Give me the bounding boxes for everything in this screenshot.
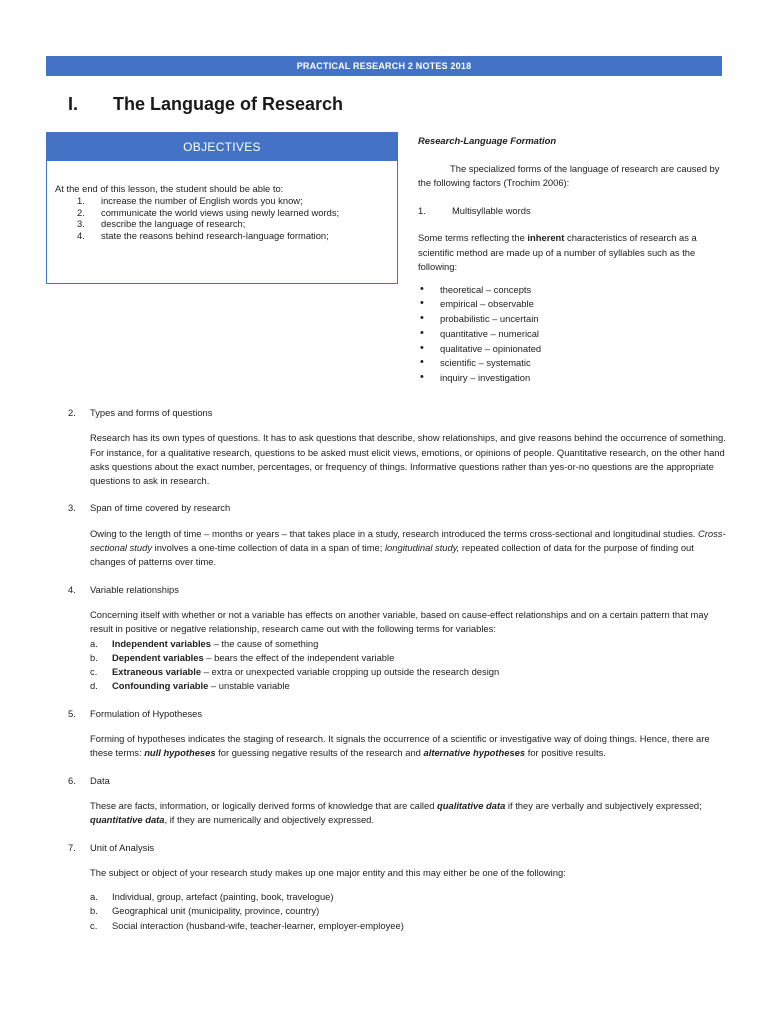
- objectives-header: OBJECTIVES: [47, 133, 397, 161]
- paragraph: Research has its own types of questions. It has to ask questions that describe, show relationships, and give reasons behind the occurrence of something. For instance, for a qualitative research, questions to be asked must elicit views, emotions, or opinions of people. Quantitative research, on the other hand asks questions about the exact number, percentages, or frequency of things. Informative questions rather than yes-or-no questions are the appropriate questions to ask in research.: [90, 432, 726, 487]
- section-title-text: The Language of Research: [113, 94, 344, 114]
- numbered-heading: 2. Types and forms of questions: [68, 407, 213, 418]
- subsection-title: Research-Language Formation: [418, 135, 557, 146]
- list-item: 1. increase the number of English words you know;: [77, 194, 303, 206]
- numbered-heading: 3. Span of time covered by research: [68, 502, 231, 514]
- paragraph: Forming of hypotheses indicates the staging of research. It signals the occurrence of a scientific or investigative way of doing things. Hence, there are these terms: null hypotheses for guessing negative results of the research and alternative hypotheses for positive results.: [90, 733, 710, 759]
- variable-list: [90, 637, 728, 694]
- list-item: 3. describe the language of research;: [77, 218, 246, 230]
- research-language-formation: [418, 134, 728, 386]
- objectives-list: [55, 195, 397, 242]
- list-item: b. Geographical unit (municipality, province, country): [90, 905, 320, 917]
- main-content: [68, 406, 728, 946]
- section-title: [68, 94, 343, 115]
- list-item: • theoretical – concepts: [418, 283, 728, 298]
- paragraph: The subject or object of your research study makes up one major entity and this may either be one of the following: a. Individual, group, artefact (painting, book, travelogue) b. Geographical unit (municipality, province, country) c. Social interaction (husband-wife, teacher-learner, employer-employee): [90, 866, 728, 933]
- section-number: I.: [68, 94, 79, 114]
- objectives-intro: At the end of this lesson, the student should be able to:: [55, 183, 284, 194]
- numbered-heading: 1. Multisyllable words: [418, 204, 531, 216]
- numbered-heading: 7. Unit of Analysis: [68, 841, 155, 853]
- paragraph: These are facts, information, or logically derived forms of knowledge that are called qualitative data if they are verbally and subjectively expressed; quantitative data, if they are numerically and objectively expressed.: [90, 799, 702, 826]
- list-item: c. Extraneous variable – extra or unexpected variable cropping up outside the research design: [90, 666, 500, 678]
- unit-list: [90, 890, 728, 933]
- paragraph: Owing to the length of time – months or years – that takes place in a study, research introduced the terms cross-sectional and longitudinal studies. Cross-sectional study involves a one-time collection of data in a span of time; longitudinal study, repeated collection of data for the purpose of finding out changes of patterns over time.: [90, 527, 726, 568]
- list-item: • probabilistic – uncertain: [418, 312, 728, 327]
- objectives-body: [47, 161, 397, 242]
- numbered-heading: 4. Variable relationships: [68, 583, 179, 595]
- numbered-heading: 6. Data: [68, 774, 110, 786]
- list-item: • scientific – systematic: [418, 356, 728, 371]
- list-item: • empirical – observable: [418, 297, 728, 312]
- list-item: a. Independent variables – the cause of something: [90, 637, 319, 649]
- bullet-list: [418, 283, 728, 387]
- objectives-box: [46, 132, 398, 284]
- list-item: • quantitative – numerical: [418, 327, 728, 342]
- list-item: b. Dependent variables – bears the effect of the independent variable: [90, 651, 395, 663]
- list-item: a. Individual, group, artefact (painting, book, travelogue): [90, 891, 334, 903]
- document-header: PRACTICAL RESEARCH 2 NOTES 2018: [46, 56, 722, 76]
- list-item: c. Social interaction (husband-wife, teacher-learner, employer-employee): [90, 919, 404, 931]
- list-item: 2. communicate the world views using newly learned words;: [77, 206, 340, 218]
- paragraph: Concerning itself with whether or not a variable has effects on another variable, based on cause-effect relationships and on a certain pattern that may result in positive or negative relationship, research came out with the following terms for variables: a. Independent variables – the cause of something b. Dependent variables – bears the effect of the independent variable c. Extraneous variable – extra or unexpected variable cropping up outside the research design d. Confounding variable – unstable variable: [90, 608, 728, 694]
- numbered-heading: 5. Formulation of Hypotheses: [68, 707, 203, 719]
- list-item: • inquiry – investigation: [418, 371, 728, 386]
- list-item: d. Confounding variable – unstable variable: [90, 680, 290, 692]
- list-item: 4. state the reasons behind research-language formation;: [77, 230, 329, 242]
- paragraph: Some terms reflecting the inherent characteristics of research as a scientific method are made up of a number of syllables such as the following:: [418, 232, 697, 272]
- list-item: • qualitative – opinionated: [418, 342, 728, 357]
- paragraph: The specialized forms of the language of research are caused by the following factors (Trochim 2006):: [418, 162, 720, 188]
